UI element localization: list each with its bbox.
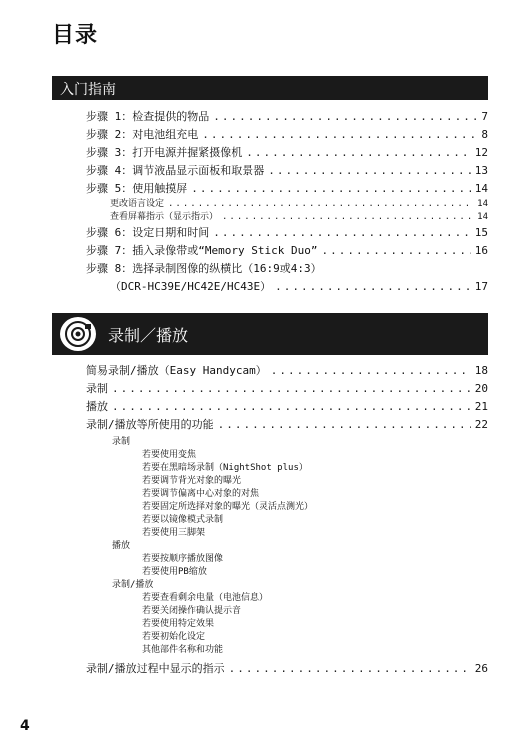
- page-ref: 14: [474, 182, 488, 195]
- toc-section-2: [86, 362, 488, 434]
- toc-entry[interactable]: 步骤 2：对电池组充电 ..... 8: [86, 126, 488, 144]
- toc-entry[interactable]: 录制 ..... 20: [86, 380, 488, 398]
- toc-entry[interactable]: 步骤 4：调节液晶显示面板和取景器 ..... 13: [86, 162, 488, 180]
- list-item[interactable]: 若要固定所选择对象的曝光（灵活点测光）: [142, 502, 314, 512]
- page-ref: 21: [474, 400, 488, 413]
- toc-section-1: [86, 108, 488, 296]
- toc-entry[interactable]: 录制/播放等所使用的功能 ..... 22: [86, 416, 488, 434]
- toc-entry[interactable]: 步骤 6：设定日期和时间 ..... 15: [86, 224, 488, 242]
- toc-entry[interactable]: 播放 ..... 21: [86, 398, 488, 416]
- page-ref: 12: [474, 146, 488, 159]
- list-item[interactable]: 若要使用PB缩放: [142, 567, 207, 577]
- toc-section-2-last: [86, 660, 488, 678]
- toc-entry[interactable]: 简易录制/播放（Easy Handycam） ..... 18: [86, 362, 488, 380]
- list-item[interactable]: 若要查看剩余电量（电池信息）: [142, 593, 269, 603]
- page-ref: 7: [481, 110, 488, 123]
- page-ref: 14: [477, 212, 488, 222]
- page-number: 4: [20, 718, 30, 734]
- page-title: 目录: [52, 23, 99, 48]
- list-item[interactable]: 若要调节背光对象的曝光: [142, 476, 242, 486]
- camera-lens-icon: [60, 317, 96, 351]
- page-ref: 14: [477, 199, 488, 209]
- toc-subentry[interactable]: 更改语言设定 ..... 14: [86, 198, 488, 211]
- toc-subentry[interactable]: 查看屏幕指示（显示指示） ..... 14: [86, 211, 488, 224]
- page-ref: 20: [474, 382, 488, 395]
- section-title: 入门指南: [60, 82, 116, 98]
- sublist-heading: 播放: [112, 541, 131, 551]
- toc-entry[interactable]: 录制/播放过程中显示的指示 ..... 26: [86, 660, 488, 678]
- toc-entry[interactable]: 步骤 8：选择录制图像的纵横比（16:9或4:3）: [86, 262, 322, 275]
- list-item[interactable]: 若要关闭操作确认提示音: [142, 606, 242, 616]
- page-ref: 17: [474, 280, 488, 293]
- list-item[interactable]: 若要调节偏离中心对象的对焦: [142, 489, 260, 499]
- list-item[interactable]: 若要使用变焦: [142, 450, 197, 460]
- list-item[interactable]: 若要使用三脚架: [142, 528, 206, 538]
- section-header-getting-started: [52, 76, 488, 100]
- page-ref: 15: [474, 226, 488, 239]
- toc-entry[interactable]: 步骤 3：打开电源并握紧摄像机 ..... 12: [86, 144, 488, 162]
- sublist-heading: 录制/播放: [112, 580, 154, 590]
- list-item[interactable]: 若要以镜像模式录制: [142, 515, 224, 525]
- toc-entry[interactable]: 步骤 7：插入录像带或“Memory Stick Duo” ..... 16: [86, 242, 488, 260]
- page-ref: 8: [481, 128, 488, 141]
- list-item[interactable]: 若要初始化设定: [142, 632, 206, 642]
- page-ref: 16: [474, 244, 488, 257]
- list-item[interactable]: 若要按顺序播放图像: [142, 554, 224, 564]
- section-title: 录制／播放: [108, 326, 189, 345]
- page-ref: 18: [474, 364, 488, 377]
- page-ref: 26: [474, 662, 488, 675]
- toc-entry[interactable]: 步骤 1：检查提供的物品 ..... 7: [86, 108, 488, 126]
- sublist-heading: 录制: [112, 437, 131, 447]
- list-item[interactable]: 其他部件名称和功能: [142, 645, 224, 655]
- list-item[interactable]: 若要在黑暗场录制（NightShot plus）: [142, 463, 308, 473]
- function-sublist: [112, 436, 313, 657]
- list-item[interactable]: 若要使用特定效果: [142, 619, 215, 629]
- toc-entry-continuation[interactable]: （DCR-HC39E/HC42E/HC43E） ..... 17: [86, 278, 488, 296]
- section-header-recording-playback: [52, 313, 488, 355]
- page-ref: 22: [474, 418, 488, 431]
- toc-entry[interactable]: 步骤 5：使用触摸屏 ..... 14: [86, 180, 488, 198]
- page-ref: 13: [474, 164, 488, 177]
